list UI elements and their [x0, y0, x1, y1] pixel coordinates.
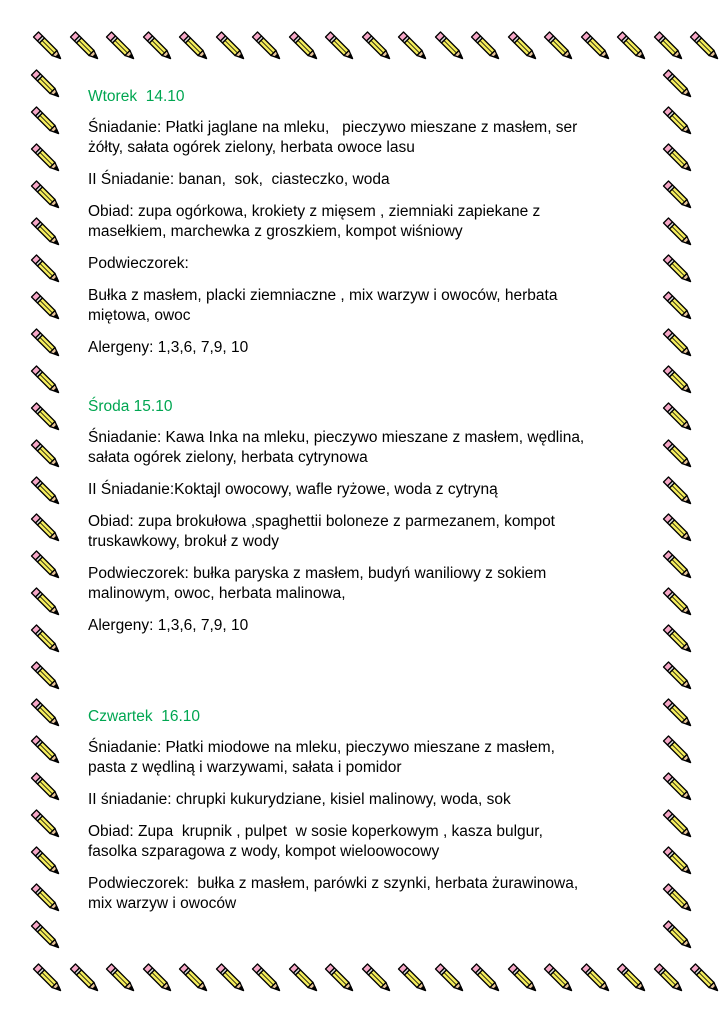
pencil-icon — [176, 960, 210, 994]
pencil-icon — [28, 140, 62, 174]
pencil-icon — [249, 960, 283, 994]
pencil-icon — [67, 28, 101, 62]
pencil-icon — [660, 695, 694, 729]
pencil-icon — [687, 960, 721, 994]
pencil-icon — [660, 806, 694, 840]
lunch-line: Obiad: Zupa krupnik , pulpet w sosie koperkowym , kasza bulgur, fasolka szparagowa z wody, kompot wieloowocowy — [88, 823, 543, 860]
pencil-icon — [140, 28, 174, 62]
pencil-icon — [28, 806, 62, 840]
pencil-icon — [660, 66, 694, 100]
pencil-icon — [28, 621, 62, 655]
pencil-icon — [322, 960, 356, 994]
pencil-icon — [578, 960, 612, 994]
pencil-icon — [28, 325, 62, 359]
pencil-icon — [660, 214, 694, 248]
pencil-icon — [28, 880, 62, 914]
snack-line: Podwieczorek: bułka z masłem, parówki z szynki, herbata żurawinowa, mix warzyw i owoców — [88, 875, 579, 912]
pencil-icon — [660, 732, 694, 766]
pencil-icon — [660, 103, 694, 137]
pencil-icon — [67, 960, 101, 994]
pencil-icon — [28, 177, 62, 211]
pencil-icon — [578, 28, 612, 62]
pencil-icon — [660, 658, 694, 692]
pencil-icon — [28, 732, 62, 766]
breakfast-line: Śniadanie: Płatki jaglane na mleku, pieczywo mieszane z masłem, ser żółty, sałata ogórek zielony, herbata owoce lasu — [88, 119, 578, 156]
pencil-icon — [660, 177, 694, 211]
pencil-icon — [28, 658, 62, 692]
pencil-icon — [505, 960, 539, 994]
pencil-icon — [660, 769, 694, 803]
pencil-icon — [660, 399, 694, 433]
pencil-icon — [660, 584, 694, 618]
pencil-icon — [660, 621, 694, 655]
pencil-icon — [28, 66, 62, 100]
pencil-icon — [28, 362, 62, 396]
pencil-icon — [660, 251, 694, 285]
pencil-icon — [660, 288, 694, 322]
snack-heading: Podwieczorek: — [88, 255, 189, 272]
pencil-icon — [660, 325, 694, 359]
pencil-icon — [103, 28, 137, 62]
pencil-icon — [660, 140, 694, 174]
pencil-icon — [468, 960, 502, 994]
pencil-icon — [322, 28, 356, 62]
pencil-icon — [660, 362, 694, 396]
second-breakfast-line: II Śniadanie:Koktajl owocowy, wafle ryżowe, woda z cytryną — [88, 481, 498, 498]
pencil-icon — [660, 510, 694, 544]
pencil-icon — [28, 473, 62, 507]
pencil-icon — [660, 843, 694, 877]
pencil-icon — [468, 28, 502, 62]
snack-line: Bułka z masłem, placki ziemniaczne , mix warzyw i owoców, herbata miętowa, owoc — [88, 287, 558, 324]
second-breakfast-line: II Śniadanie: banan, sok, ciasteczko, woda — [88, 171, 390, 188]
pencil-icon — [687, 28, 721, 62]
pencil-icon — [660, 880, 694, 914]
pencil-icon — [359, 960, 393, 994]
allergens-line: Alergeny: 1,3,6, 7,9, 10 — [88, 339, 249, 356]
pencil-icon — [359, 28, 393, 62]
day-title-tuesday: Wtorek 14.10 — [88, 88, 185, 105]
pencil-icon — [660, 473, 694, 507]
pencil-icon — [541, 28, 575, 62]
second-breakfast-line: II śniadanie: chrupki kukurydziane, kisiel malinowy, woda, sok — [88, 791, 511, 808]
pencil-icon — [28, 214, 62, 248]
day-title-thursday: Czwartek 16.10 — [88, 708, 200, 725]
pencil-icon — [103, 960, 137, 994]
pencil-icon — [28, 769, 62, 803]
pencil-icon — [614, 28, 648, 62]
pencil-icon — [28, 695, 62, 729]
pencil-icon — [432, 960, 466, 994]
pencil-icon — [651, 28, 685, 62]
pencil-icon — [432, 28, 466, 62]
pencil-icon — [541, 960, 575, 994]
pencil-icon — [28, 584, 62, 618]
pencil-icon — [28, 547, 62, 581]
snack-line: Podwieczorek: bułka paryska z masłem, budyń waniliowy z sokiem malinowym, owoc, herbata malinowa, — [88, 565, 547, 602]
pencil-icon — [660, 917, 694, 951]
day-title-wednesday: Środa 15.10 — [88, 398, 173, 415]
breakfast-line: Śniadanie: Płatki miodowe na mleku, pieczywo mieszane z masłem, pasta z wędliną i warzywami, sałata i pomidor — [88, 739, 555, 776]
pencil-icon — [395, 28, 429, 62]
pencil-icon — [28, 436, 62, 470]
pencil-icon — [660, 436, 694, 470]
pencil-icon — [213, 28, 247, 62]
pencil-icon — [286, 28, 320, 62]
lunch-line: Obiad: zupa brokułowa ,spaghettii boloneze z parmezanem, kompot truskawkowy, brokuł z wody — [88, 513, 555, 550]
pencil-icon — [176, 28, 210, 62]
pencil-icon — [286, 960, 320, 994]
pencil-icon — [28, 843, 62, 877]
pencil-icon — [614, 960, 648, 994]
pencil-icon — [28, 251, 62, 285]
pencil-icon — [30, 960, 64, 994]
pencil-icon — [28, 510, 62, 544]
breakfast-line: Śniadanie: Kawa Inka na mleku, pieczywo mieszane z masłem, wędlina, sałata ogórek zielony, herbata cytrynowa — [88, 429, 585, 466]
pencil-icon — [28, 103, 62, 137]
pencil-icon — [28, 288, 62, 322]
pencil-icon — [660, 547, 694, 581]
pencil-icon — [213, 960, 247, 994]
pencil-icon — [505, 28, 539, 62]
pencil-icon — [28, 399, 62, 433]
pencil-icon — [30, 28, 64, 62]
lunch-line: Obiad: zupa ogórkowa, krokiety z mięsem , ziemniaki zapiekane z masełkiem, marchewka z groszkiem, kompot wiśniowy — [88, 203, 541, 240]
pencil-icon — [140, 960, 174, 994]
pencil-icon — [395, 960, 429, 994]
pencil-icon — [249, 28, 283, 62]
allergens-line: Alergeny: 1,3,6, 7,9, 10 — [88, 617, 249, 634]
pencil-icon — [28, 917, 62, 951]
pencil-icon — [651, 960, 685, 994]
